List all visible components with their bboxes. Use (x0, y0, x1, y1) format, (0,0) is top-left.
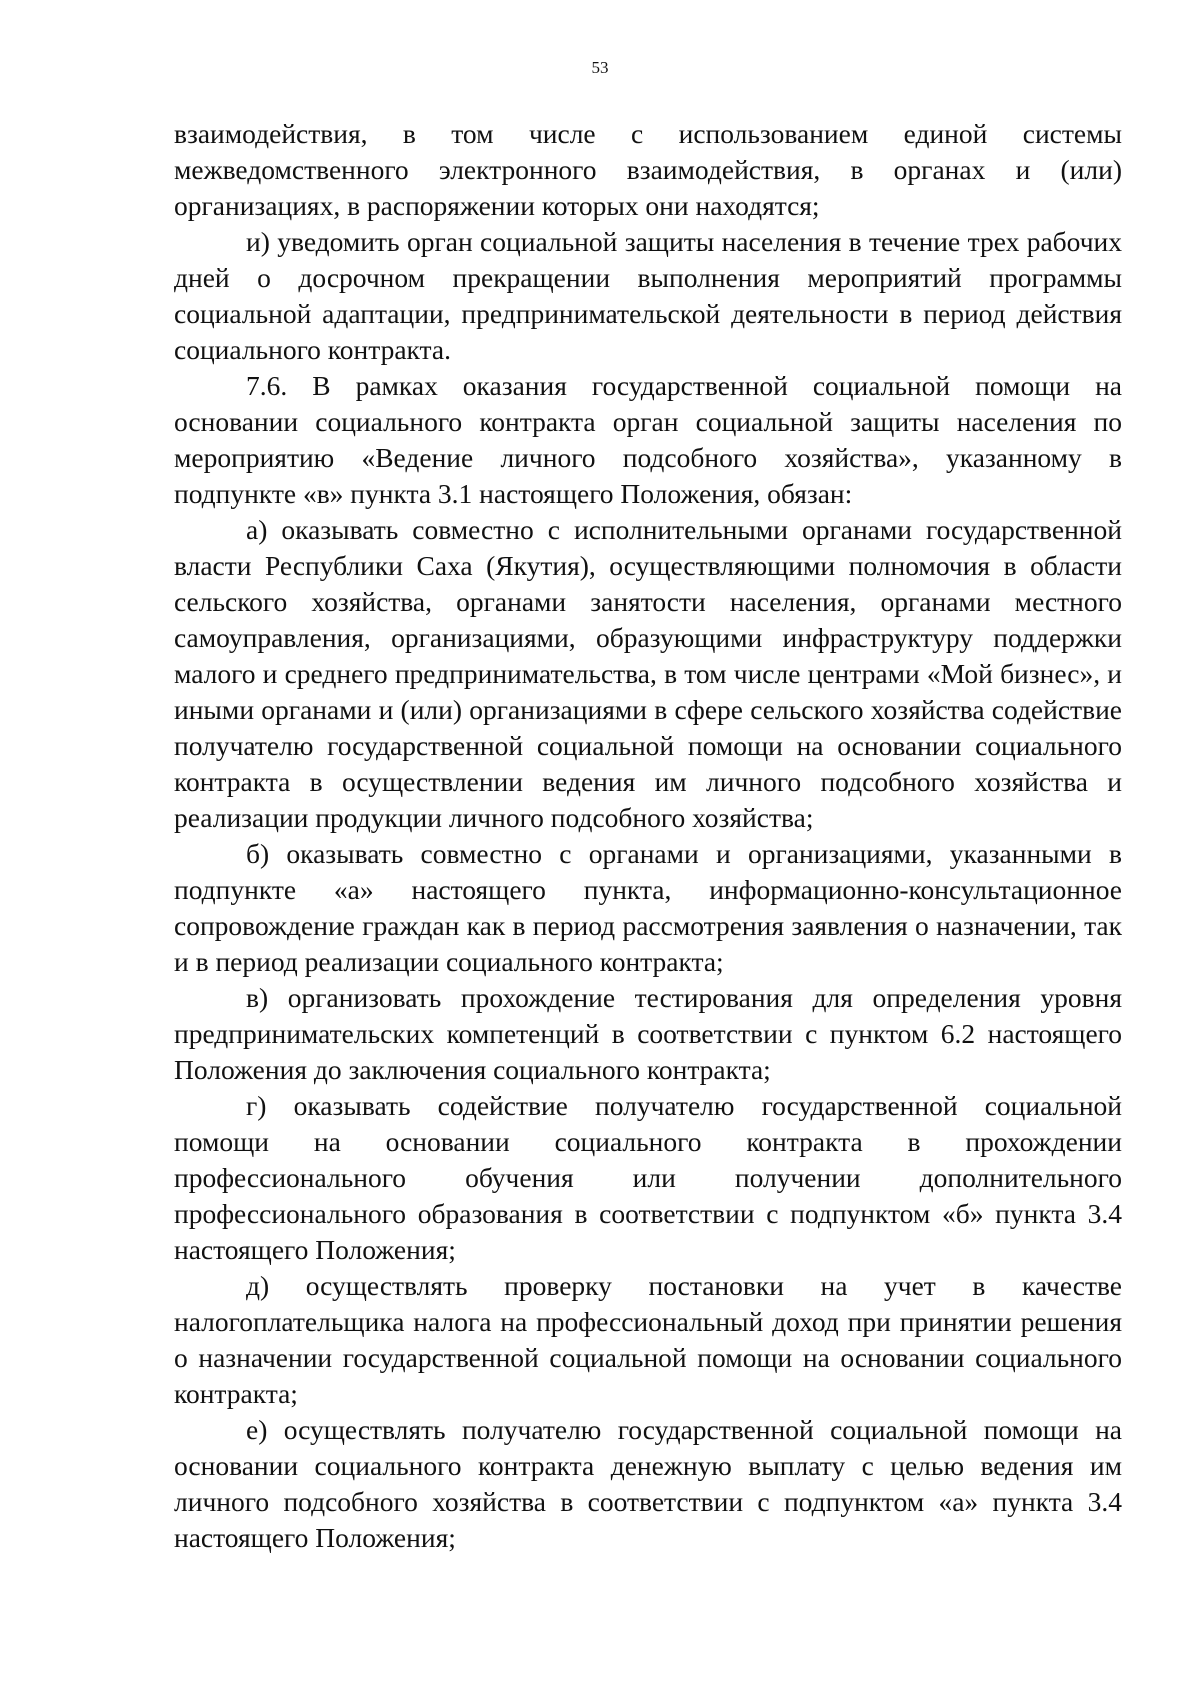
paragraph-item-b: б) оказывать совместно с органами и организациями, указанными в подпункте «а» настоящего пункта, информационно-консультационное сопровождение граждан как в период рассмотрения заявления о назначении, так и в период реализации социального контракта; (174, 838, 1122, 977)
paragraph-item-d: д) осуществлять проверку постановки на учет в качестве налогоплательщика налога на профессиональный доход при принятии решения о назначении государственной социальной помощи на основании социального контракта; (174, 1270, 1122, 1409)
page-number: 53 (591, 58, 609, 77)
paragraph-item-e: е) осуществлять получателю государственной социальной помощи на основании социального контракта денежную выплату с целью ведения им личного подсобного хозяйства в соответствии с подпунктом «а» пункта 3.4 настоящего Положения; (174, 1414, 1122, 1553)
paragraph-continuation: взаимодействия, в том числе с использованием единой системы межведомственного электронного взаимодействия, в органах и (или) организациях, в распоряжении которых они находятся; (174, 118, 1122, 221)
paragraph-item-i: и) уведомить орган социальной защиты населения в течение трех рабочих дней о досрочном прекращении выполнения мероприятий программы социальной адаптации, предпринимательской деятельности в период действия социального контракта. (174, 226, 1122, 365)
document-body (174, 116, 1122, 1556)
paragraph-section-7-6: 7.6. В рамках оказания государственной социальной помощи на основании социального контракта орган социальной защиты населения по мероприятию «Ведение личного подсобного хозяйства», указанному в подпункте «в» пункта 3.1 настоящего Положения, обязан: (174, 370, 1122, 509)
paragraph-item-a: а) оказывать совместно с исполнительными органами государственной власти Республики Саха (Якутия), осуществляющими полномочия в области сельского хозяйства, органами занятости населения, органами местного самоуправления, организациями, образующими инфраструктуру поддержки малого и среднего предпринимательства, в том числе центрами «Мой бизнес», и иными органами и (или) организациями в сфере сельского хозяйства содействие получателю государственной социальной помощи на основании социального контракта в осуществлении ведения им личного подсобного хозяйства и реализации продукции личного подсобного хозяйства; (174, 514, 1122, 833)
paragraph-item-g: г) оказывать содействие получателю государственной социальной помощи на основании социального контракта в прохождении профессионального обучения или получении дополнительного профессионального образования в соответствии с подпунктом «б» пункта 3.4 настоящего Положения; (174, 1090, 1122, 1265)
paragraph-item-v: в) организовать прохождение тестирования для определения уровня предпринимательских компетенций в соответствии с пунктом 6.2 настоящего Положения до заключения социального контракта; (174, 982, 1122, 1085)
